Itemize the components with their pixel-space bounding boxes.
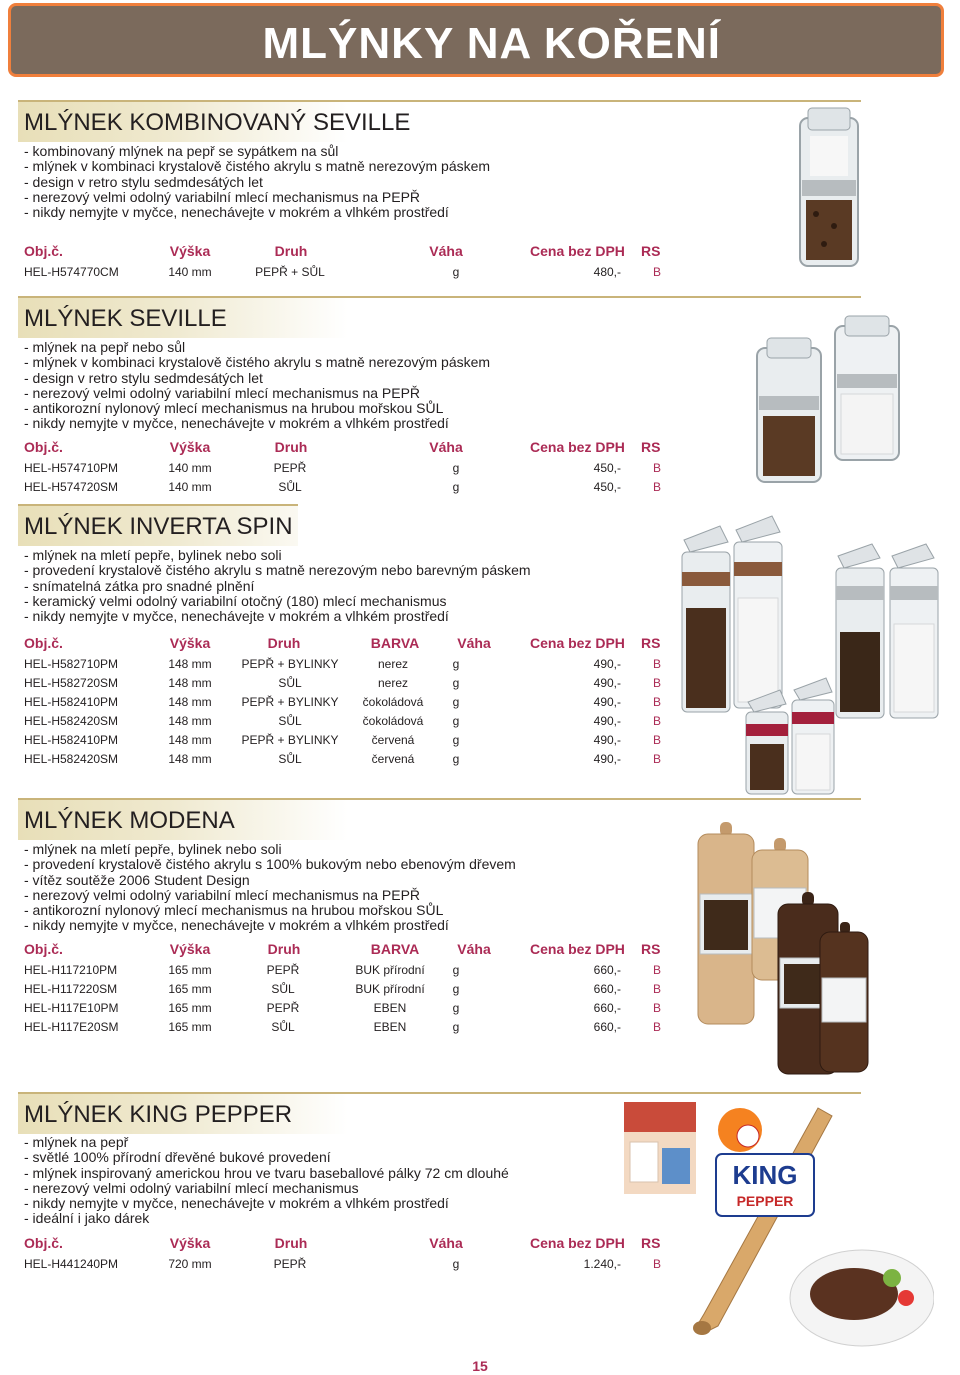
feature-item: - provedení krystalově čistého akrylu s 100% bukovým nebo ebenovým dřevem (24, 856, 516, 873)
king-pepper-image (622, 1102, 934, 1348)
col-rs: RS (641, 1235, 661, 1251)
col-rs: RS (641, 243, 661, 259)
col-druh: Druh (267, 941, 301, 957)
col-druh: Druh (274, 243, 308, 259)
cell-druh: PEPŘ + BYLINKY (241, 733, 339, 747)
cell-obj: HEL-H574720SM (24, 480, 119, 494)
cell-obj: HEL-H582410PM (24, 733, 119, 747)
col-vaha: Váha (429, 1235, 463, 1251)
cell-druh: SŮL (271, 1020, 295, 1034)
section-title: MLÝNEK KOMBINOVANÝ SEVILLE (24, 109, 411, 136)
cell-obj: HEL-H574770CM (24, 265, 119, 279)
cell-rs: B (652, 461, 662, 475)
cell-druh: SŮL (278, 752, 302, 766)
section-modena (0, 798, 960, 1078)
col-vyska: Výška (169, 439, 211, 455)
feature-item: - antikorozní nylonový mlecí mechanismus na hrubou mořskou SŮL (24, 400, 444, 417)
cell-vaha: g (452, 963, 460, 977)
cell-vaha: g (452, 657, 460, 671)
cell-cena: 660,- (593, 1001, 621, 1015)
cell-barva: červená (371, 733, 415, 747)
col-cena: Cena bez DPH (530, 439, 625, 455)
col-vyska: Výška (169, 941, 211, 957)
feature-item: - nikdy nemyjte v myčce, nenechávejte v mokrém a vlhkém prostředí (24, 204, 449, 221)
feature-item: - mlýnek v kombinaci krystalově čistého akrylu s matně nerezovým páskem (24, 354, 491, 371)
section-title: MLÝNEK INVERTA SPIN (24, 513, 293, 540)
table-row (0, 752, 700, 770)
cell-druh: PEPŘ + BYLINKY (241, 695, 339, 709)
cell-vaha: g (452, 982, 460, 996)
table-row (0, 1257, 700, 1275)
cell-barva: červená (371, 752, 415, 766)
cell-cena: 490,- (593, 695, 621, 709)
feature-list (24, 1135, 509, 1227)
cell-cena: 660,- (593, 1020, 621, 1034)
cell-cena: 490,- (593, 657, 621, 671)
col-vaha: Váha (429, 439, 463, 455)
cell-rs: B (652, 1020, 662, 1034)
cell-druh: SŮL (278, 676, 302, 690)
table-row (0, 461, 700, 479)
cell-vyska: 148 mm (168, 714, 212, 728)
cell-rs: B (652, 714, 662, 728)
feature-item: - nikdy nemyjte v myčce, nenechávejte v mokrém a vlhkém prostředí (24, 1195, 449, 1212)
cell-vaha: g (452, 1001, 460, 1015)
cell-obj: HEL-H582420SM (24, 752, 119, 766)
cell-vyska: 140 mm (168, 265, 212, 279)
col-cena: Cena bez DPH (530, 243, 625, 259)
col-rs: RS (641, 941, 661, 957)
cell-rs: B (652, 752, 662, 766)
table-row (0, 676, 700, 694)
col-barva: BARVA (370, 635, 420, 651)
cell-rs: B (652, 982, 662, 996)
section-king-pepper (0, 1092, 960, 1352)
cell-vyska: 165 mm (168, 982, 212, 996)
feature-item: - mlýnek inspirovaný americkou hrou ve tvaru baseballové pálky 72 cm dlouhé (24, 1164, 509, 1181)
table-header (0, 941, 700, 959)
col-druh: Druh (267, 635, 301, 651)
cell-vyska: 140 mm (168, 461, 212, 475)
table-row (0, 714, 700, 732)
cell-cena: 450,- (593, 461, 621, 475)
cell-druh: PEPŘ (273, 1257, 307, 1271)
cell-obj: HEL-H582410PM (24, 695, 119, 709)
col-vyska: Výška (169, 1235, 211, 1251)
feature-item: - nikdy nemyjte v myčce, nenechávejte v mokrém a vlhkém prostředí (24, 415, 449, 432)
cell-barva: BUK přírodní (355, 963, 425, 977)
feature-item: - kombinovaný mlýnek na pepř se sypátkem na sůl (24, 143, 339, 159)
cell-obj: HEL-H582710PM (24, 657, 119, 671)
col-vaha: Váha (457, 635, 491, 651)
cell-vaha: g (452, 695, 460, 709)
cell-druh: PEPŘ (266, 963, 300, 977)
cell-rs: B (652, 657, 662, 671)
feature-item: - světlé 100% přírodní dřevěné bukové provedení (24, 1149, 331, 1166)
section-title: MLÝNEK SEVILLE (24, 305, 227, 332)
table-row (0, 1020, 700, 1038)
cell-obj: HEL-H582720SM (24, 676, 119, 690)
feature-item: - snímatelná zátka pro snadné plnění (24, 577, 255, 594)
col-barva: BARVA (370, 941, 420, 957)
cell-obj: HEL-H117220SM (24, 982, 118, 996)
feature-item: - nikdy nemyjte v myčce, nenechávejte v mokrém a vlhkém prostředí (24, 917, 449, 934)
cell-obj: HEL-H441240PM (24, 1257, 119, 1271)
cell-rs: B (652, 265, 662, 279)
cell-druh: PEPŘ (266, 1001, 300, 1015)
table-row (0, 480, 700, 498)
cell-rs: B (652, 1257, 662, 1271)
cell-druh: SŮL (278, 480, 302, 494)
table-header (0, 1235, 700, 1253)
cell-vaha: g (452, 265, 460, 279)
cell-cena: 450,- (593, 480, 621, 494)
col-cena: Cena bez DPH (530, 941, 625, 957)
cell-vaha: g (452, 752, 460, 766)
cell-druh: SŮL (278, 714, 302, 728)
cell-rs: B (652, 480, 662, 494)
feature-list (24, 144, 490, 220)
feature-item: - nerezový velmi odolný variabilní mlecí mechanismus na PEPŘ (24, 188, 421, 205)
cell-druh: PEPŘ + BYLINKY (241, 657, 339, 671)
cell-cena: 660,- (593, 982, 621, 996)
cell-vyska: 148 mm (168, 752, 212, 766)
cell-barva: EBEN (373, 1001, 407, 1015)
cell-barva: nerez (377, 676, 409, 690)
col-obj: Obj.č. (24, 439, 63, 455)
col-obj: Obj.č. (24, 635, 63, 651)
cell-vyska: 165 mm (168, 1001, 212, 1015)
cell-vyska: 165 mm (168, 1020, 212, 1034)
feature-item: - mlýnek na pepř (24, 1134, 129, 1150)
cell-barva: nerez (377, 657, 409, 671)
cell-vaha: g (452, 1020, 460, 1034)
col-cena: Cena bez DPH (530, 635, 625, 651)
page-banner (8, 3, 944, 77)
col-druh: Druh (274, 439, 308, 455)
cell-vaha: g (452, 1257, 460, 1271)
col-vaha: Váha (457, 941, 491, 957)
cell-vaha: g (452, 461, 460, 475)
cell-cena: 490,- (593, 733, 621, 747)
table-row (0, 695, 700, 713)
cell-vaha: g (452, 676, 460, 690)
cell-druh: PEPŘ + SŮL (255, 265, 325, 279)
cell-druh: SŮL (271, 982, 295, 996)
feature-item: - vítěz soutěže 2006 Student Design (24, 871, 250, 888)
col-vaha: Váha (429, 243, 463, 259)
section-inverta-spin (0, 504, 960, 794)
cell-vyska: 148 mm (168, 676, 212, 690)
table-row (0, 265, 700, 283)
cell-vyska: 148 mm (168, 733, 212, 747)
col-rs: RS (641, 439, 661, 455)
cell-barva: EBEN (373, 1020, 407, 1034)
col-obj: Obj.č. (24, 1235, 63, 1251)
table-header (0, 635, 700, 653)
feature-list (24, 340, 490, 432)
cell-druh: PEPŘ (273, 461, 307, 475)
col-rs: RS (641, 635, 661, 651)
svg-text:KING: KING (732, 1160, 798, 1190)
cell-barva: čokoládová (362, 695, 424, 709)
feature-item: - mlýnek na mletí pepře, bylinek nebo soli (24, 547, 282, 563)
feature-list (24, 842, 516, 934)
table-row (0, 733, 700, 751)
cell-cena: 660,- (593, 963, 621, 977)
col-obj: Obj.č. (24, 243, 63, 259)
col-vyska: Výška (169, 243, 211, 259)
feature-item: - nerezový velmi odolný variabilní mlecí mechanismus na PEPŘ (24, 384, 421, 401)
cell-rs: B (652, 733, 662, 747)
cell-vyska: 148 mm (168, 695, 212, 709)
cell-obj: HEL-H117210PM (24, 963, 118, 977)
page-number: 15 (472, 1358, 488, 1374)
section-seville (0, 296, 960, 496)
cell-cena: 480,- (593, 265, 621, 279)
table-row (0, 963, 700, 981)
cell-obj: HEL-H117E20SM (24, 1020, 119, 1034)
feature-item: - mlýnek na mletí pepře, bylinek nebo soli (24, 841, 282, 857)
table-row (0, 1001, 700, 1019)
modena-grinders-image (690, 818, 870, 1078)
inverta-spin-grinders-image (676, 512, 960, 798)
feature-item: - nerezový velmi odolný variabilní mlecí mechanismus (24, 1179, 359, 1196)
svg-text:PEPPER: PEPPER (736, 1193, 794, 1209)
cell-rs: B (652, 963, 662, 977)
cell-obj: HEL-H582420SM (24, 714, 119, 728)
feature-item: - nikdy nemyjte v myčce, nenechávejte v mokrém a vlhkém prostředí (24, 608, 449, 625)
section-title: MLÝNEK KING PEPPER (24, 1101, 293, 1128)
feature-item: - design v retro stylu sedmdesátých let (24, 369, 263, 386)
feature-item: - antikorozní nylonový mlecí mechanismus na hrubou mořskou SŮL (24, 902, 444, 919)
feature-item: - nerezový velmi odolný variabilní mlecí mechanismus na PEPŘ (24, 886, 421, 903)
cell-cena: 490,- (593, 676, 621, 690)
cell-obj: HEL-H117E10PM (24, 1001, 119, 1015)
seville-grinders-image (745, 312, 915, 492)
section-title: MLÝNEK MODENA (24, 807, 235, 834)
feature-item: - keramický velmi odolný variabilní otočný (180) mlecí mechanismus (24, 592, 447, 609)
section-kombinovany-seville (0, 100, 960, 290)
feature-item: - ideální i jako dárek (24, 1210, 150, 1227)
page-title: MLÝNKY NA KOŘENÍ (262, 19, 721, 68)
cell-barva: čokoládová (362, 714, 424, 728)
col-druh: Druh (274, 1235, 308, 1251)
feature-item: - mlýnek na pepř nebo sůl (24, 339, 186, 355)
cell-vaha: g (452, 714, 460, 728)
cell-rs: B (652, 1001, 662, 1015)
feature-item: - design v retro stylu sedmdesátých let (24, 173, 263, 190)
feature-item: - mlýnek v kombinaci krystalově čistého akrylu s matně nerezovým páskem (24, 158, 491, 175)
cell-rs: B (652, 676, 662, 690)
cell-vaha: g (452, 480, 460, 494)
cell-cena: 490,- (593, 752, 621, 766)
cell-vyska: 720 mm (168, 1257, 212, 1271)
table-header (0, 243, 700, 261)
table-row (0, 657, 700, 675)
cell-vyska: 148 mm (168, 657, 212, 671)
cell-rs: B (652, 695, 662, 709)
cell-cena: 490,- (593, 714, 621, 728)
col-obj: Obj.č. (24, 941, 63, 957)
cell-vyska: 140 mm (168, 480, 212, 494)
cell-obj: HEL-H574710PM (24, 461, 119, 475)
cell-vaha: g (452, 733, 460, 747)
cell-cena: 1.240,- (583, 1257, 621, 1271)
feature-list (24, 548, 531, 624)
cell-barva: BUK přírodní (355, 982, 425, 996)
col-cena: Cena bez DPH (530, 1235, 625, 1251)
seville-combo-grinder-image (780, 104, 890, 284)
table-row (0, 982, 700, 1000)
cell-vyska: 165 mm (168, 963, 212, 977)
feature-item: - provedení krystalově čistého akrylu s matně nerezovým nebo barevným páskem (24, 562, 531, 579)
table-header (0, 439, 700, 457)
col-vyska: Výška (169, 635, 211, 651)
